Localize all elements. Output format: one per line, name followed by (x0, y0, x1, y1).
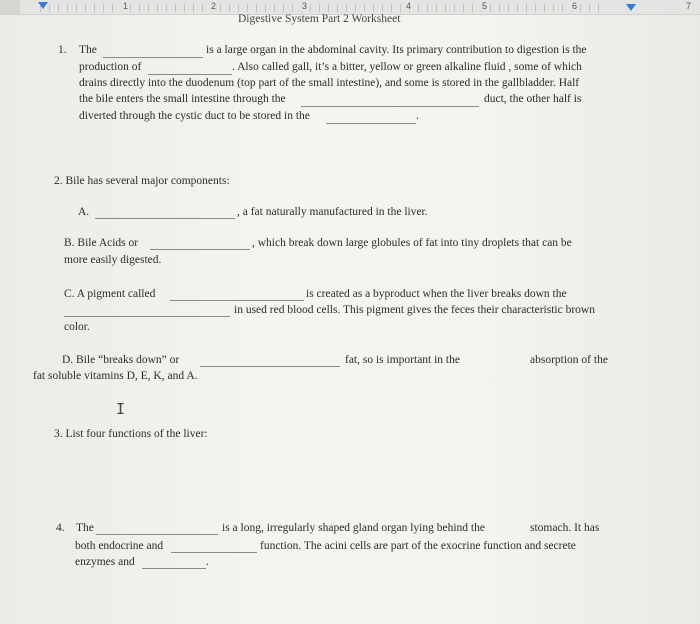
q1-text: . (416, 110, 419, 122)
q2b-blank[interactable] (150, 249, 250, 250)
q2d-text: fat, so is important in the (345, 354, 460, 366)
q4-blank-enzymes[interactable] (142, 568, 206, 569)
ruler-margin-left (0, 0, 20, 14)
q1-text: . Also called gall, it’s a bitter, yellow or green alkaline fluid , some of which (232, 61, 582, 73)
q2c-text: in used red blood cells. This pigment gives the feces their characteristic brown (234, 304, 595, 316)
q1-text: is a large organ in the abdominal cavity. Its primary contribution to digestion is the (206, 44, 587, 56)
ruler-number-3: 3 (302, 1, 308, 11)
q1-number: 1. (58, 44, 67, 56)
q4-text: both endocrine and (75, 540, 164, 552)
q1-text: diverted through the cystic duct to be stored in the (79, 110, 310, 122)
q4-blank-organ[interactable] (96, 534, 218, 535)
q4-number: 4. (56, 522, 65, 534)
q3-heading: 3. List four functions of the liver: (54, 428, 208, 440)
q1-text: drains directly into the duodenum (top part of the small intestine), and some is stored in the gallbladder. Half (79, 77, 580, 89)
ruler-number-2: 2 (211, 1, 217, 11)
q2b-text: more easily digested. (64, 254, 162, 266)
indent-marker-icon[interactable] (38, 2, 48, 9)
q1-text: production of (79, 61, 142, 73)
q2d-text: fat soluble vitamins D, E, K, and A. (33, 370, 198, 382)
ruler-number-4: 4 (406, 1, 412, 11)
q2c-text: color. (64, 321, 90, 333)
q2d-blank[interactable] (200, 366, 340, 367)
ruler-number-6: 6 (572, 1, 578, 11)
q1-blank-production[interactable] (148, 74, 232, 75)
ruler-number-7: 7 (686, 1, 692, 11)
q4-blank-function[interactable] (171, 552, 257, 553)
q4-text: The (76, 522, 94, 534)
q2a-label: A. (78, 206, 90, 218)
text-cursor-icon: I (116, 400, 126, 418)
ruler-number-1: 1 (123, 1, 129, 11)
page-title: Digestive System Part 2 Worksheet (238, 13, 401, 25)
q2d-text: absorption of the (530, 354, 608, 366)
q4-text: function. The acini cells are part of the exocrine function and secrete (260, 540, 576, 552)
q2b-text: , which break down large globules of fat into tiny droplets that can be (252, 237, 572, 249)
q4-text: . (206, 556, 209, 568)
q1-text: the bile enters the small intestine through the (79, 93, 286, 105)
q4-text: is a long, irregularly shaped gland organ lying behind the (222, 522, 485, 534)
q2d-label: D. Bile “breaks down” or (62, 354, 180, 366)
q4-text: enzymes and (75, 556, 135, 568)
q2c-label: C. A pigment called (64, 288, 156, 300)
q2c-text: is created as a byproduct when the liver breaks down the (306, 288, 567, 300)
q1-text: The (79, 44, 97, 56)
q2-heading: 2. Bile has several major components: (54, 175, 230, 187)
q2a-text: , a fat naturally manufactured in the liver. (237, 206, 428, 218)
q2b-label: B. Bile Acids or (64, 237, 139, 249)
q4-text: stomach. It has (530, 522, 600, 534)
q1-blank-stored-in[interactable] (326, 123, 416, 124)
q2c-blank-pigment[interactable] (170, 300, 304, 301)
right-indent-marker-icon[interactable] (626, 4, 636, 11)
q1-blank-duct[interactable] (301, 106, 479, 107)
q1-blank-organ[interactable] (103, 57, 203, 58)
q2c-blank-second[interactable] (64, 316, 230, 317)
q2a-blank[interactable] (95, 218, 235, 219)
q1-text: duct, the other half is (484, 93, 582, 105)
ruler-number-5: 5 (482, 1, 488, 11)
